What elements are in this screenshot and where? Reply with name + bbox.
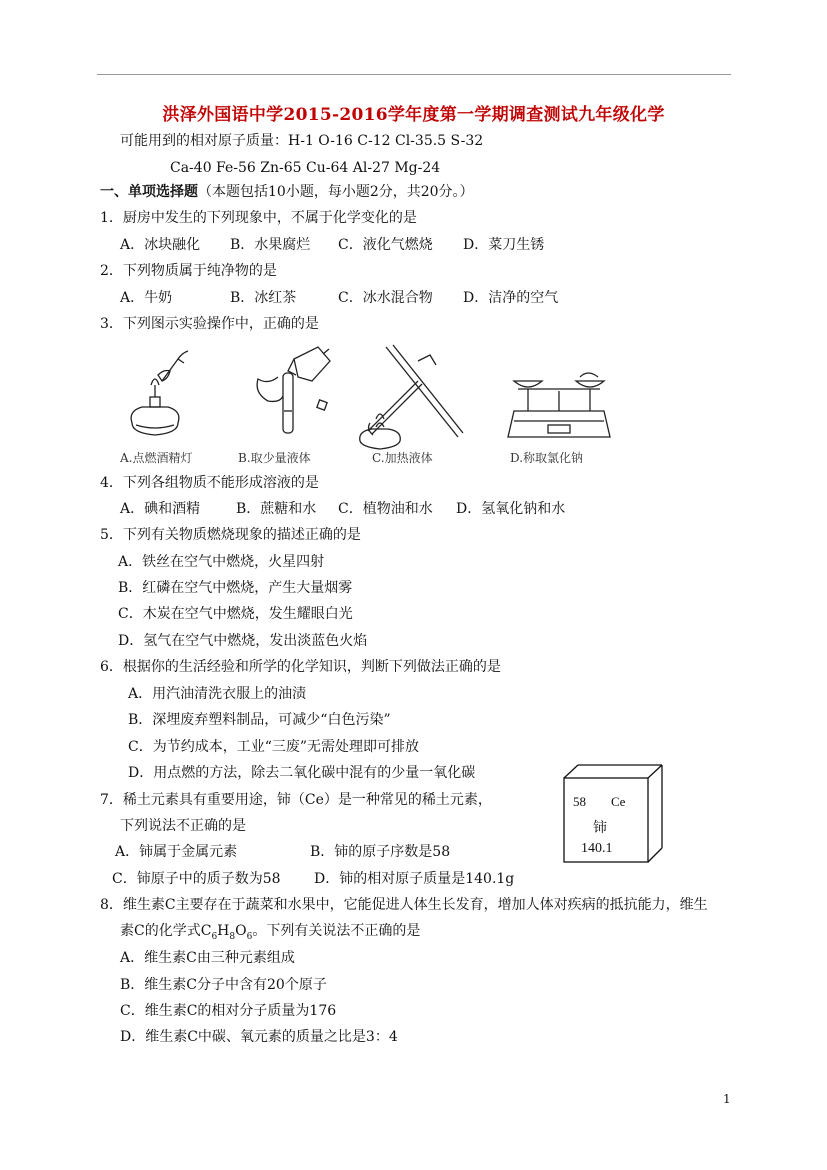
q7-option-b: B．铈的原子序数是58 [310, 844, 451, 860]
q4-option-a: A．碘和酒精 [120, 501, 201, 517]
section-heading [100, 182, 474, 202]
q2-option-d: D．洁净的空气 [463, 290, 559, 306]
formula-c: C [200, 923, 212, 939]
q7-option-a: A．铈属于金属元素 [115, 844, 238, 860]
q7-option-d: D．铈的相对原子质量是140.1g [314, 871, 515, 887]
q4-option-c: C．植物油和水 [338, 501, 433, 517]
question-8-stem-1: 8．维生素C主要存在于蔬菜和水果中，它能促进人体生长发育，增加人体对疾病的抵抗能力，维生 [100, 897, 708, 913]
alcohol-lamp-icon [131, 351, 188, 435]
q8-option-b: B．维生素C分子中含有20个原子 [120, 977, 327, 993]
q8-stem-2a: 素C的化学式 [120, 923, 201, 939]
q6-option-b: B．深埋废弃塑料制品，可减少“白色污染” [128, 712, 391, 728]
question-2-stem: 2．下列物质属于纯净物的是 [100, 263, 277, 279]
reagent-bottle-icon [257, 347, 330, 433]
atomic-mass-line-2: Ca-40 Fe-56 Zn-65 Cu-64 Al-27 Mg-24 [170, 160, 441, 176]
q3-caption-b: B.取少量液体 [238, 451, 311, 465]
formula-o-sub: 6 [246, 931, 253, 942]
q5-option-b: B．红磷在空气中燃烧，产生大量烟雾 [118, 580, 353, 596]
question-6-stem: 6．根据你的生活经验和所学的化学知识，判断下列做法正确的是 [100, 659, 501, 675]
element-card-frame [563, 764, 663, 864]
q2-option-c: C．冰水混合物 [338, 290, 433, 306]
cerium-element-card [563, 764, 663, 864]
page-number: 1 [723, 1092, 731, 1106]
q7-option-c: C．铈原子中的质子数为58 [112, 871, 281, 887]
formula-h-sub: 8 [229, 931, 236, 942]
formula-c-sub: 6 [211, 931, 218, 942]
q1-option-c: C．液化气燃烧 [338, 237, 433, 253]
q3-caption-a: A.点燃酒精灯 [120, 451, 193, 465]
formula-o: O [235, 923, 247, 939]
q1-option-d: D．菜刀生锈 [463, 237, 545, 253]
question-8-stem-2 [120, 921, 420, 947]
header-rule [97, 74, 731, 75]
q8-stem-2b: 。下列有关说法不正确的是 [252, 923, 421, 939]
element-name: 铈 [593, 820, 607, 836]
question-4-stem: 4．下列各组物质不能形成溶液的是 [100, 475, 319, 491]
element-atomic-mass: 140.1 [581, 841, 613, 856]
element-symbol: Ce [611, 794, 626, 809]
q6-option-a: A．用汽油清洗衣服上的油渍 [128, 686, 307, 702]
q8-option-c: C．维生素C的相对分子质量为176 [120, 1003, 337, 1019]
q3-figure [118, 341, 618, 467]
q3-caption-c: C.加热液体 [372, 451, 433, 465]
q2-option-b: B．冰红茶 [230, 290, 297, 306]
q5-option-c: C．木炭在空气中燃烧，发生耀眼白光 [118, 606, 353, 622]
q1-option-b: B．水果腐烂 [230, 237, 311, 253]
q6-option-d: D．用点燃的方法，除去二氧化碳中混有的少量一氧化碳 [128, 765, 476, 781]
balance-scale-icon [508, 373, 610, 437]
section-heading-note: （本题包括10小题，每小题2分，共20分。） [198, 184, 474, 200]
q5-option-d: D．氢气在空气中燃烧，发出淡蓝色火焰 [118, 633, 368, 649]
q6-option-c: C．为节约成本，工业“三废”无需处理即可排放 [128, 739, 420, 755]
q1-option-a: A．冰块融化 [120, 237, 201, 253]
formula-h: H [217, 923, 230, 939]
q8-option-d: D．维生素C中碳、氧元素的质量之比是3：4 [120, 1029, 398, 1045]
q5-option-a: A．铁丝在空气中燃烧，火星四射 [118, 554, 325, 570]
element-atomic-number: 58 [573, 794, 586, 809]
question-7-stem-1: 7．稀土元素具有重要用途，铈（Ce）是一种常见的稀土元素， [100, 792, 492, 808]
vitamin-c-formula [200, 923, 253, 942]
question-1-stem: 1．厨房中发生的下列现象中，不属于化学变化的是 [100, 210, 417, 226]
question-3-stem: 3．下列图示实验操作中，正确的是 [100, 316, 319, 332]
q8-option-a: A．维生素C由三种元素组成 [120, 950, 295, 966]
test-tube-heating-icon [360, 345, 463, 449]
question-7-stem-2: 下列说法不正确的是 [120, 818, 246, 834]
q3-caption-d: D.称取氯化钠 [510, 451, 584, 465]
q4-option-d: D．氢氧化钠和水 [456, 501, 566, 517]
section-heading-title: 一、单项选择题 [100, 184, 198, 200]
q2-option-a: A．牛奶 [120, 290, 173, 306]
exam-title: 洪泽外国语中学2015-2016学年度第一学期调查测试九年级化学 [162, 105, 665, 125]
q4-option-b: B．蔗糖和水 [236, 501, 317, 517]
question-5-stem: 5．下列有关物质燃烧现象的描述正确的是 [100, 527, 361, 543]
atomic-mass-line-1: 可能用到的相对原子质量：H-1 O-16 C-12 Cl-35.5 S-32 [120, 133, 484, 149]
